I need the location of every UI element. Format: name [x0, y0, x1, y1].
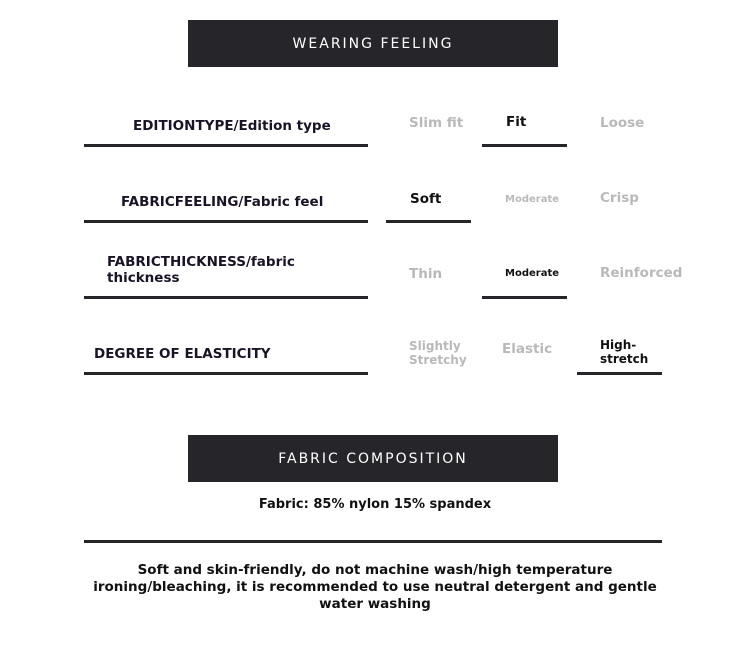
- elasticity-option-elastic: Elastic: [502, 341, 553, 357]
- edition-type-label-row: [84, 108, 368, 147]
- elasticity-option-slightly-stretchy: Slightly Stretchy: [409, 339, 467, 367]
- fabric-thickness-label: FABRICTHICKNESS/fabric thickness: [107, 254, 295, 286]
- elasticity-label: DEGREE OF ELASTICITY: [94, 346, 271, 362]
- edition-option-slim-fit: Slim fit: [409, 115, 464, 131]
- thickness-option-moderate-selected: Moderate: [482, 267, 567, 299]
- elasticity-label-row: [84, 335, 368, 375]
- elasticity-option-high-stretch-selected: High-stretch: [577, 338, 662, 375]
- edition-option-fit-selected: Fit: [482, 115, 567, 147]
- fabric-composition-text: Fabric: 85% nylon 15% spandex: [258, 497, 492, 512]
- thickness-option-reinforced: Reinforced: [600, 265, 683, 281]
- fabric-feel-label-row: [84, 184, 368, 223]
- fabric-feel-option-moderate: Moderate: [505, 194, 560, 205]
- section-divider: [84, 540, 662, 543]
- fabric-feel-option-soft-selected: Soft: [386, 192, 471, 223]
- thickness-option-thin: Thin: [409, 266, 443, 282]
- fabric-thickness-label-row: [84, 254, 368, 299]
- fabric-composition-title: FABRIC COMPOSITION: [278, 450, 468, 467]
- edition-option-loose: Loose: [600, 115, 645, 131]
- wearing-feeling-title: WEARING FEELING: [292, 35, 454, 52]
- fabric-feel-option-crisp: Crisp: [600, 190, 639, 206]
- care-instructions-text: Soft and skin-friendly, do not machine wash/high temperature ironing/bleaching, it is recommended to use neutral detergent and gentle water washing: [93, 562, 657, 612]
- fabric-feel-label: FABRICFEELING/Fabric feel: [121, 194, 324, 210]
- edition-type-label: EDITIONTYPE/Edition type: [133, 118, 331, 134]
- fabric-composition-banner: [188, 435, 558, 482]
- wearing-feeling-banner: [188, 20, 558, 67]
